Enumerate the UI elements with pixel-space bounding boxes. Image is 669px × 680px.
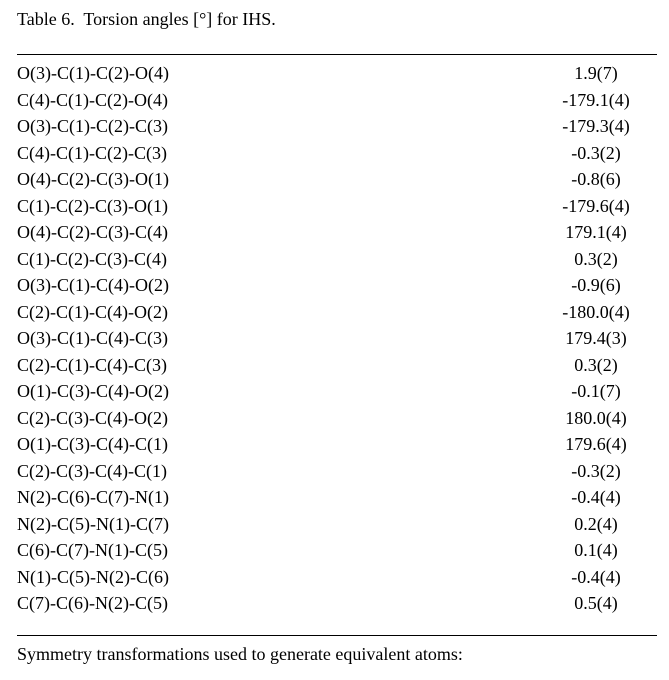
- torsion-atoms-label: O(3)-C(1)-C(4)-C(3): [17, 328, 168, 348]
- table-row: [17, 299, 657, 326]
- table-row: [17, 458, 657, 485]
- table-row: [17, 511, 657, 538]
- torsion-atoms-label: O(3)-C(1)-C(2)-C(3): [17, 116, 168, 136]
- torsion-angle-value: 0.1(4): [574, 540, 618, 560]
- torsion-atoms-label: O(1)-C(3)-C(4)-O(2): [17, 381, 169, 401]
- torsion-angle-value: -179.1(4): [562, 89, 630, 110]
- torsion-angle-value: -0.8(6): [571, 169, 621, 189]
- torsion-angle-value: -0.9(6): [571, 275, 621, 295]
- table-row: [17, 246, 657, 273]
- torsion-atoms-label: O(4)-C(2)-C(3)-O(1): [17, 169, 169, 189]
- table-row: [17, 352, 657, 379]
- torsion-angle-value: -0.3(2): [571, 142, 621, 163]
- table-row: [17, 405, 657, 432]
- table-row: [17, 140, 657, 167]
- torsion-angle-value: -180.0(4): [562, 301, 630, 322]
- torsion-angle-value: -0.4(4): [571, 487, 621, 507]
- torsion-atoms-label: C(2)-C(3)-C(4)-O(2): [17, 407, 168, 428]
- torsion-angle-value: -179.3(4): [562, 116, 630, 136]
- torsion-angle-value: 179.6(4): [565, 434, 627, 454]
- torsion-atoms-label: N(1)-C(5)-N(2)-C(6): [17, 566, 169, 587]
- torsion-angle-value: 0.5(4): [574, 593, 618, 613]
- torsion-atoms-label: N(2)-C(6)-C(7)-N(1): [17, 487, 169, 507]
- torsion-angle-value: 0.3(2): [574, 248, 618, 269]
- torsion-atoms-label: C(4)-C(1)-C(2)-O(4): [17, 89, 168, 110]
- torsion-atoms-label: C(7)-C(6)-N(2)-C(5): [17, 593, 168, 613]
- torsion-angle-value: 0.2(4): [574, 513, 618, 534]
- table-row: [17, 590, 657, 617]
- torsion-atoms-label: N(2)-C(5)-N(1)-C(7): [17, 513, 169, 534]
- table-row: [17, 113, 657, 140]
- torsion-atoms-label: O(3)-C(1)-C(4)-O(2): [17, 275, 169, 295]
- torsion-angle-value: 179.1(4): [565, 222, 627, 242]
- table-row: [17, 564, 657, 591]
- torsion-atoms-label: O(3)-C(1)-C(2)-O(4): [17, 63, 169, 83]
- torsion-atoms-label: C(2)-C(3)-C(4)-C(1): [17, 460, 167, 481]
- table-row: [17, 193, 657, 220]
- torsion-angle-value: -0.4(4): [571, 566, 621, 587]
- torsion-angle-value: 1.9(7): [574, 63, 618, 83]
- torsion-atoms-label: C(2)-C(1)-C(4)-O(2): [17, 301, 168, 322]
- table-row: [17, 60, 657, 87]
- torsion-angle-table: [17, 60, 657, 617]
- torsion-atoms-label: C(1)-C(2)-C(3)-C(4): [17, 248, 167, 269]
- table-row: [17, 87, 657, 114]
- torsion-angle-value: -0.3(2): [571, 460, 621, 481]
- table-caption: Table 6. Torsion angles [°] for IHS.: [17, 9, 276, 29]
- torsion-angle-value: 0.3(2): [574, 354, 618, 375]
- table-row: [17, 166, 657, 193]
- table-row: [17, 378, 657, 405]
- table-row: [17, 272, 657, 299]
- table-row: [17, 431, 657, 458]
- table-top-rule: [17, 54, 657, 55]
- torsion-angle-value: -179.6(4): [562, 195, 630, 216]
- table-footnote: Symmetry transformations used to generate equivalent atoms:: [17, 644, 463, 664]
- torsion-atoms-label: O(4)-C(2)-C(3)-C(4): [17, 222, 168, 242]
- table-row: [17, 537, 657, 564]
- table-row: [17, 219, 657, 246]
- torsion-atoms-label: C(4)-C(1)-C(2)-C(3): [17, 142, 167, 163]
- torsion-angle-value: -0.1(7): [571, 381, 621, 401]
- table-bottom-rule: [17, 635, 657, 636]
- torsion-atoms-label: C(2)-C(1)-C(4)-C(3): [17, 354, 167, 375]
- torsion-atoms-label: O(1)-C(3)-C(4)-C(1): [17, 434, 168, 454]
- table-row: [17, 325, 657, 352]
- torsion-angle-value: 179.4(3): [565, 328, 627, 348]
- torsion-atoms-label: C(6)-C(7)-N(1)-C(5): [17, 540, 168, 560]
- torsion-atoms-label: C(1)-C(2)-C(3)-O(1): [17, 195, 168, 216]
- torsion-angle-value: 180.0(4): [565, 407, 627, 428]
- table-row: [17, 484, 657, 511]
